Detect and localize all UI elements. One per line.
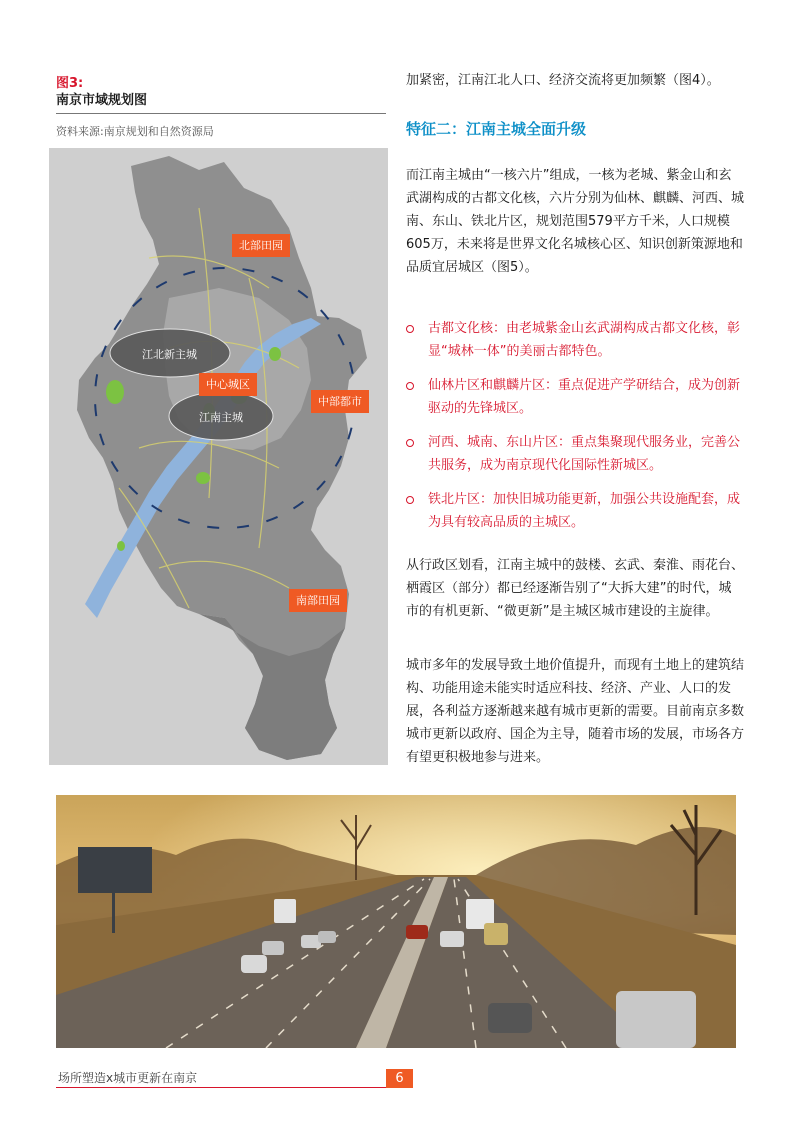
intro-paragraph: 加紧密，江南江北人口、经济交流将更加频繁（图4）。: [406, 73, 720, 88]
bullet-item: 古都文化核：由老城紫金山玄武湖构成古都文化核，彰显“城林一体”的美丽古都特色。: [406, 317, 744, 363]
middle-urban-tag: 中部都市: [311, 390, 369, 413]
green-area: [196, 472, 210, 484]
figure-source: 资料来源:南京规划和自然资源局: [56, 125, 214, 138]
page-number: 6: [386, 1069, 413, 1088]
jiangbei-label: 江北新主城: [142, 348, 197, 361]
bullet-circle-icon: [406, 439, 414, 447]
bullet-item: 河西、城南、东山片区：重点集聚现代服务业，完善公共服务，成为南京现代化国际性新城区。: [406, 431, 744, 477]
map-graphic: [49, 148, 388, 765]
bullet-item: 仙林片区和麒麟片区：重点促进产学研结合，成为创新驱动的先锋城区。: [406, 374, 744, 420]
paragraph-1: 而江南主城由“一核六片”组成，一核为老城、紫金山和玄武湖构成的古都文化核，六片分别为仙林、麒麟、河西、城南、东山、铁北片区，规划范围579平方千米，人口规模605万，未来将是世界文化名城核心区、知识创新策源地和品质宜居城区（图5）。: [406, 168, 745, 275]
bullet-circle-icon: [406, 382, 414, 390]
paragraph-3: 城市多年的发展导致土地价值提升，而现有土地上的建筑结构、功能用途未能实时适应科技、经济、产业、人口的发展，各利益方逐渐越来越有城市更新的需要。目前南京多数城市更新以政府、国企为主导，随着市场的发展，市场各方有望更积极地参与进来。: [406, 658, 745, 765]
highway-illustration: [56, 795, 736, 1048]
footer-title: 场所塑造x城市更新在南京: [58, 1071, 198, 1085]
bullet-circle-icon: [406, 496, 414, 504]
highway-photo: [56, 795, 736, 1048]
green-area: [269, 347, 281, 361]
south-pastoral-tag: 南部田园: [289, 589, 347, 612]
figure-divider: [56, 113, 386, 114]
green-area: [117, 541, 125, 551]
figure-label: 图3:: [56, 76, 84, 91]
figure-title: 南京市域规划图: [56, 93, 148, 108]
jiangnan-label: 江南主城: [199, 411, 243, 424]
paragraph-2: 从行政区划看，江南主城中的鼓楼、玄武、秦淮、雨花台、栖霞区（部分）都已经逐渐告别了“大拆大建”的时代，城市的有机更新、“微更新”是主城区城市建设的主旋律。: [406, 558, 745, 619]
footer-divider: [56, 1087, 386, 1088]
north-pastoral-tag: 北部田园: [232, 234, 290, 257]
district-bullet-list: [406, 317, 744, 545]
green-area: [106, 380, 124, 404]
central-district-tag: 中心城区: [199, 373, 257, 396]
section-heading: 特征二：江南主城全面升级: [406, 120, 587, 138]
bullet-circle-icon: [406, 325, 414, 333]
bullet-item: 铁北片区：加快旧城功能更新，加强公共设施配套，成为具有较高品质的主城区。: [406, 488, 744, 534]
nanjing-planning-map: [49, 148, 388, 765]
